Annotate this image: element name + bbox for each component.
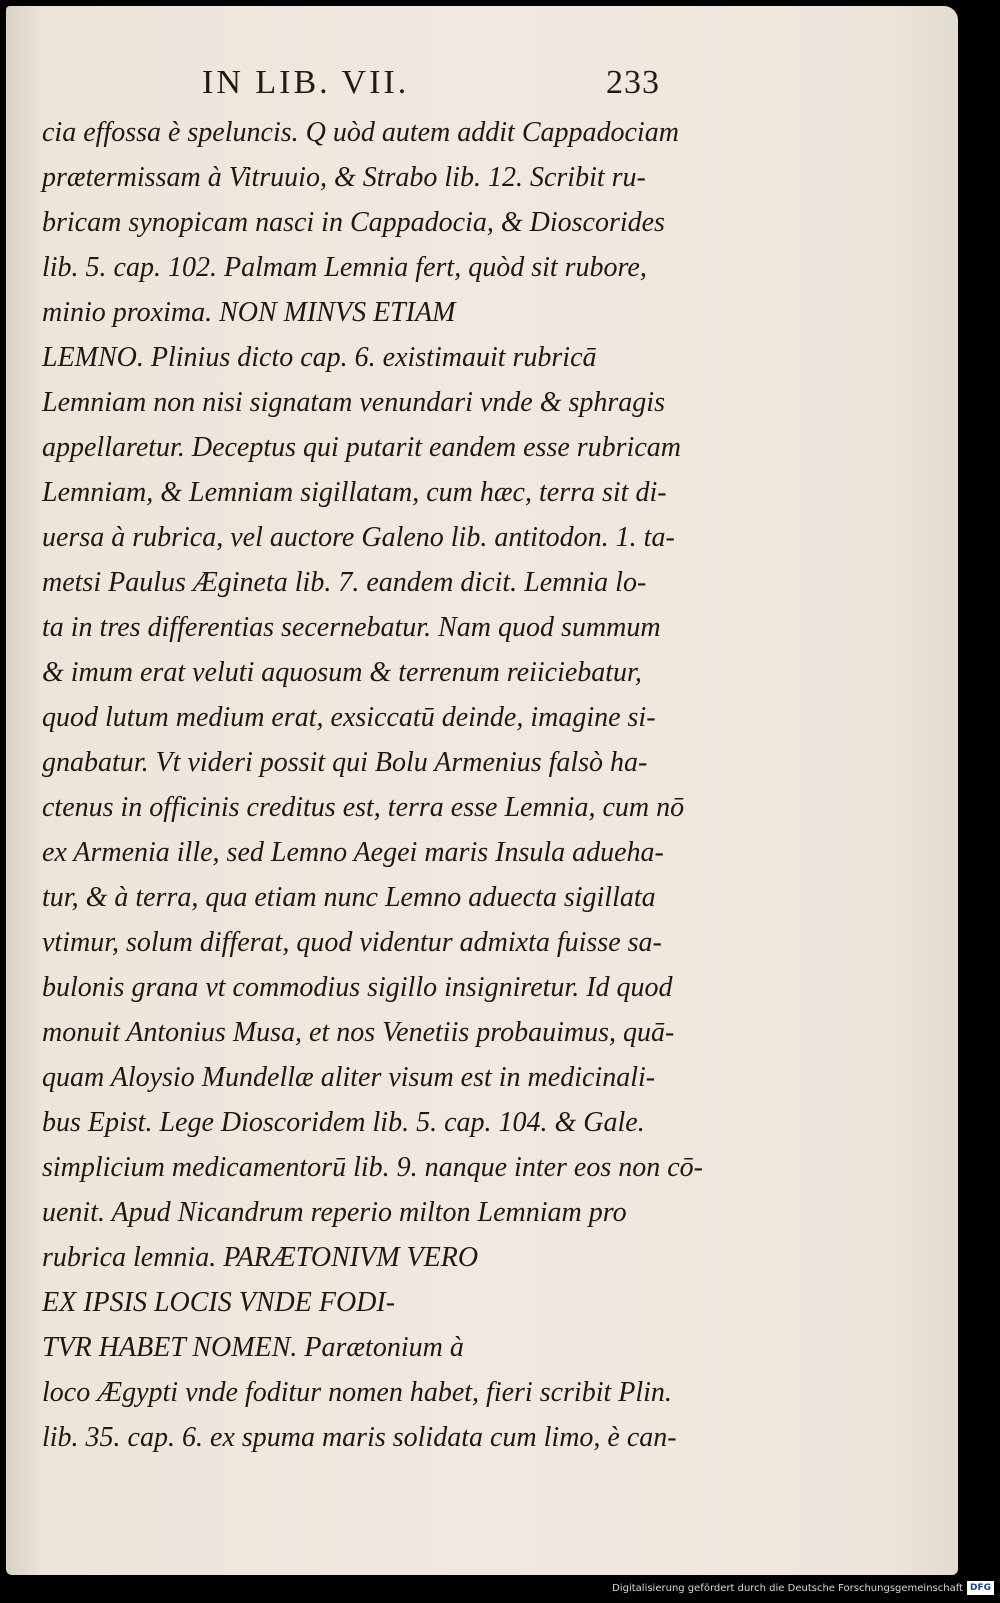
dfg-logo: DFG xyxy=(967,1581,994,1595)
text-line: cia effossa è speluncis. Q uòd autem addit Cappadociam xyxy=(42,117,679,148)
page-number: 233 xyxy=(606,64,660,101)
page-header xyxy=(6,64,958,108)
text-line: loco Ægypti vnde foditur nomen habet, fieri scribit Plin. xyxy=(42,1377,672,1408)
text-line: rubrica lemnia. PARÆTONIVM VERO xyxy=(42,1242,479,1273)
text-line: appellaretur. Deceptus qui putarit eandem esse rubricam xyxy=(42,432,681,463)
text-line: vtimur, solum differat, quod videntur admixta fuisse sa- xyxy=(42,927,662,958)
text-line: uenit. Apud Nicandrum reperio milton Lemniam pro xyxy=(42,1197,627,1228)
text-line: minio proxima. NON MINVS ETIAM xyxy=(42,297,456,328)
text-line: gnabatur. Vt videri possit qui Bolu Armenius falsò ha- xyxy=(42,747,648,778)
book-page xyxy=(6,6,958,1575)
footer-credit-text: Digitalisierung gefördert durch die Deutsche Forschungsgemeinschaft xyxy=(612,1582,963,1594)
text-line: uersa à rubrica, vel auctore Galeno lib. antitodon. 1. ta- xyxy=(42,522,675,553)
text-block xyxy=(42,110,742,1460)
footer-credit xyxy=(612,1580,994,1596)
text-line: prætermissam à Vitruuio, & Strabo lib. 12. Scribit ru- xyxy=(42,162,646,193)
text-line: quod lutum medium erat, exsiccatū deinde, imagine si- xyxy=(42,702,656,733)
running-title: IN LIB. VII. xyxy=(202,64,410,101)
text-line: monuit Antonius Musa, et nos Venetiis probauimus, quā- xyxy=(42,1017,675,1048)
text-line: bricam synopicam nasci in Cappadocia, & Dioscorides xyxy=(42,207,665,238)
text-line: & imum erat veluti aquosum & terrenum reiiciebatur, xyxy=(42,657,642,688)
text-line: simplicium medicamentorū lib. 9. nanque inter eos non cō- xyxy=(42,1152,704,1183)
text-line: EX IPSIS LOCIS VNDE FODI- xyxy=(42,1287,396,1318)
text-line: LEMNO. Plinius dicto cap. 6. existimauit rubricā xyxy=(42,342,597,373)
text-line: ex Armenia ille, sed Lemno Aegei maris Insula adueha- xyxy=(42,837,664,868)
text-line: Lemniam non nisi signatam venundari vnde & sphragis xyxy=(42,387,665,418)
text-line: metsi Paulus Ægineta lib. 7. eandem dicit. Lemnia lo- xyxy=(42,567,647,598)
text-line: lib. 5. cap. 102. Palmam Lemnia fert, quòd sit rubore, xyxy=(42,252,647,283)
text-line: lib. 35. cap. 6. ex spuma maris solidata cum limo, è can- xyxy=(42,1422,677,1453)
text-line: quam Aloysio Mundellæ aliter visum est in medicinali- xyxy=(42,1062,656,1093)
text-line: ta in tres differentias secernebatur. Nam quod summum xyxy=(42,612,661,643)
text-line: bulonis grana vt commodius sigillo insigniretur. Id quod xyxy=(42,972,673,1003)
text-line: ctenus in officinis creditus est, terra esse Lemnia, cum nō xyxy=(42,792,685,823)
text-line: bus Epist. Lege Dioscoridem lib. 5. cap. 104. & Gale. xyxy=(42,1107,645,1138)
text-line: tur, & à terra, qua etiam nunc Lemno aduecta sigillata xyxy=(42,882,656,913)
text-line: Lemniam, & Lemniam sigillatam, cum hæc, terra sit di- xyxy=(42,477,667,508)
text-line: TVR HABET NOMEN. Parætonium à xyxy=(42,1332,464,1363)
